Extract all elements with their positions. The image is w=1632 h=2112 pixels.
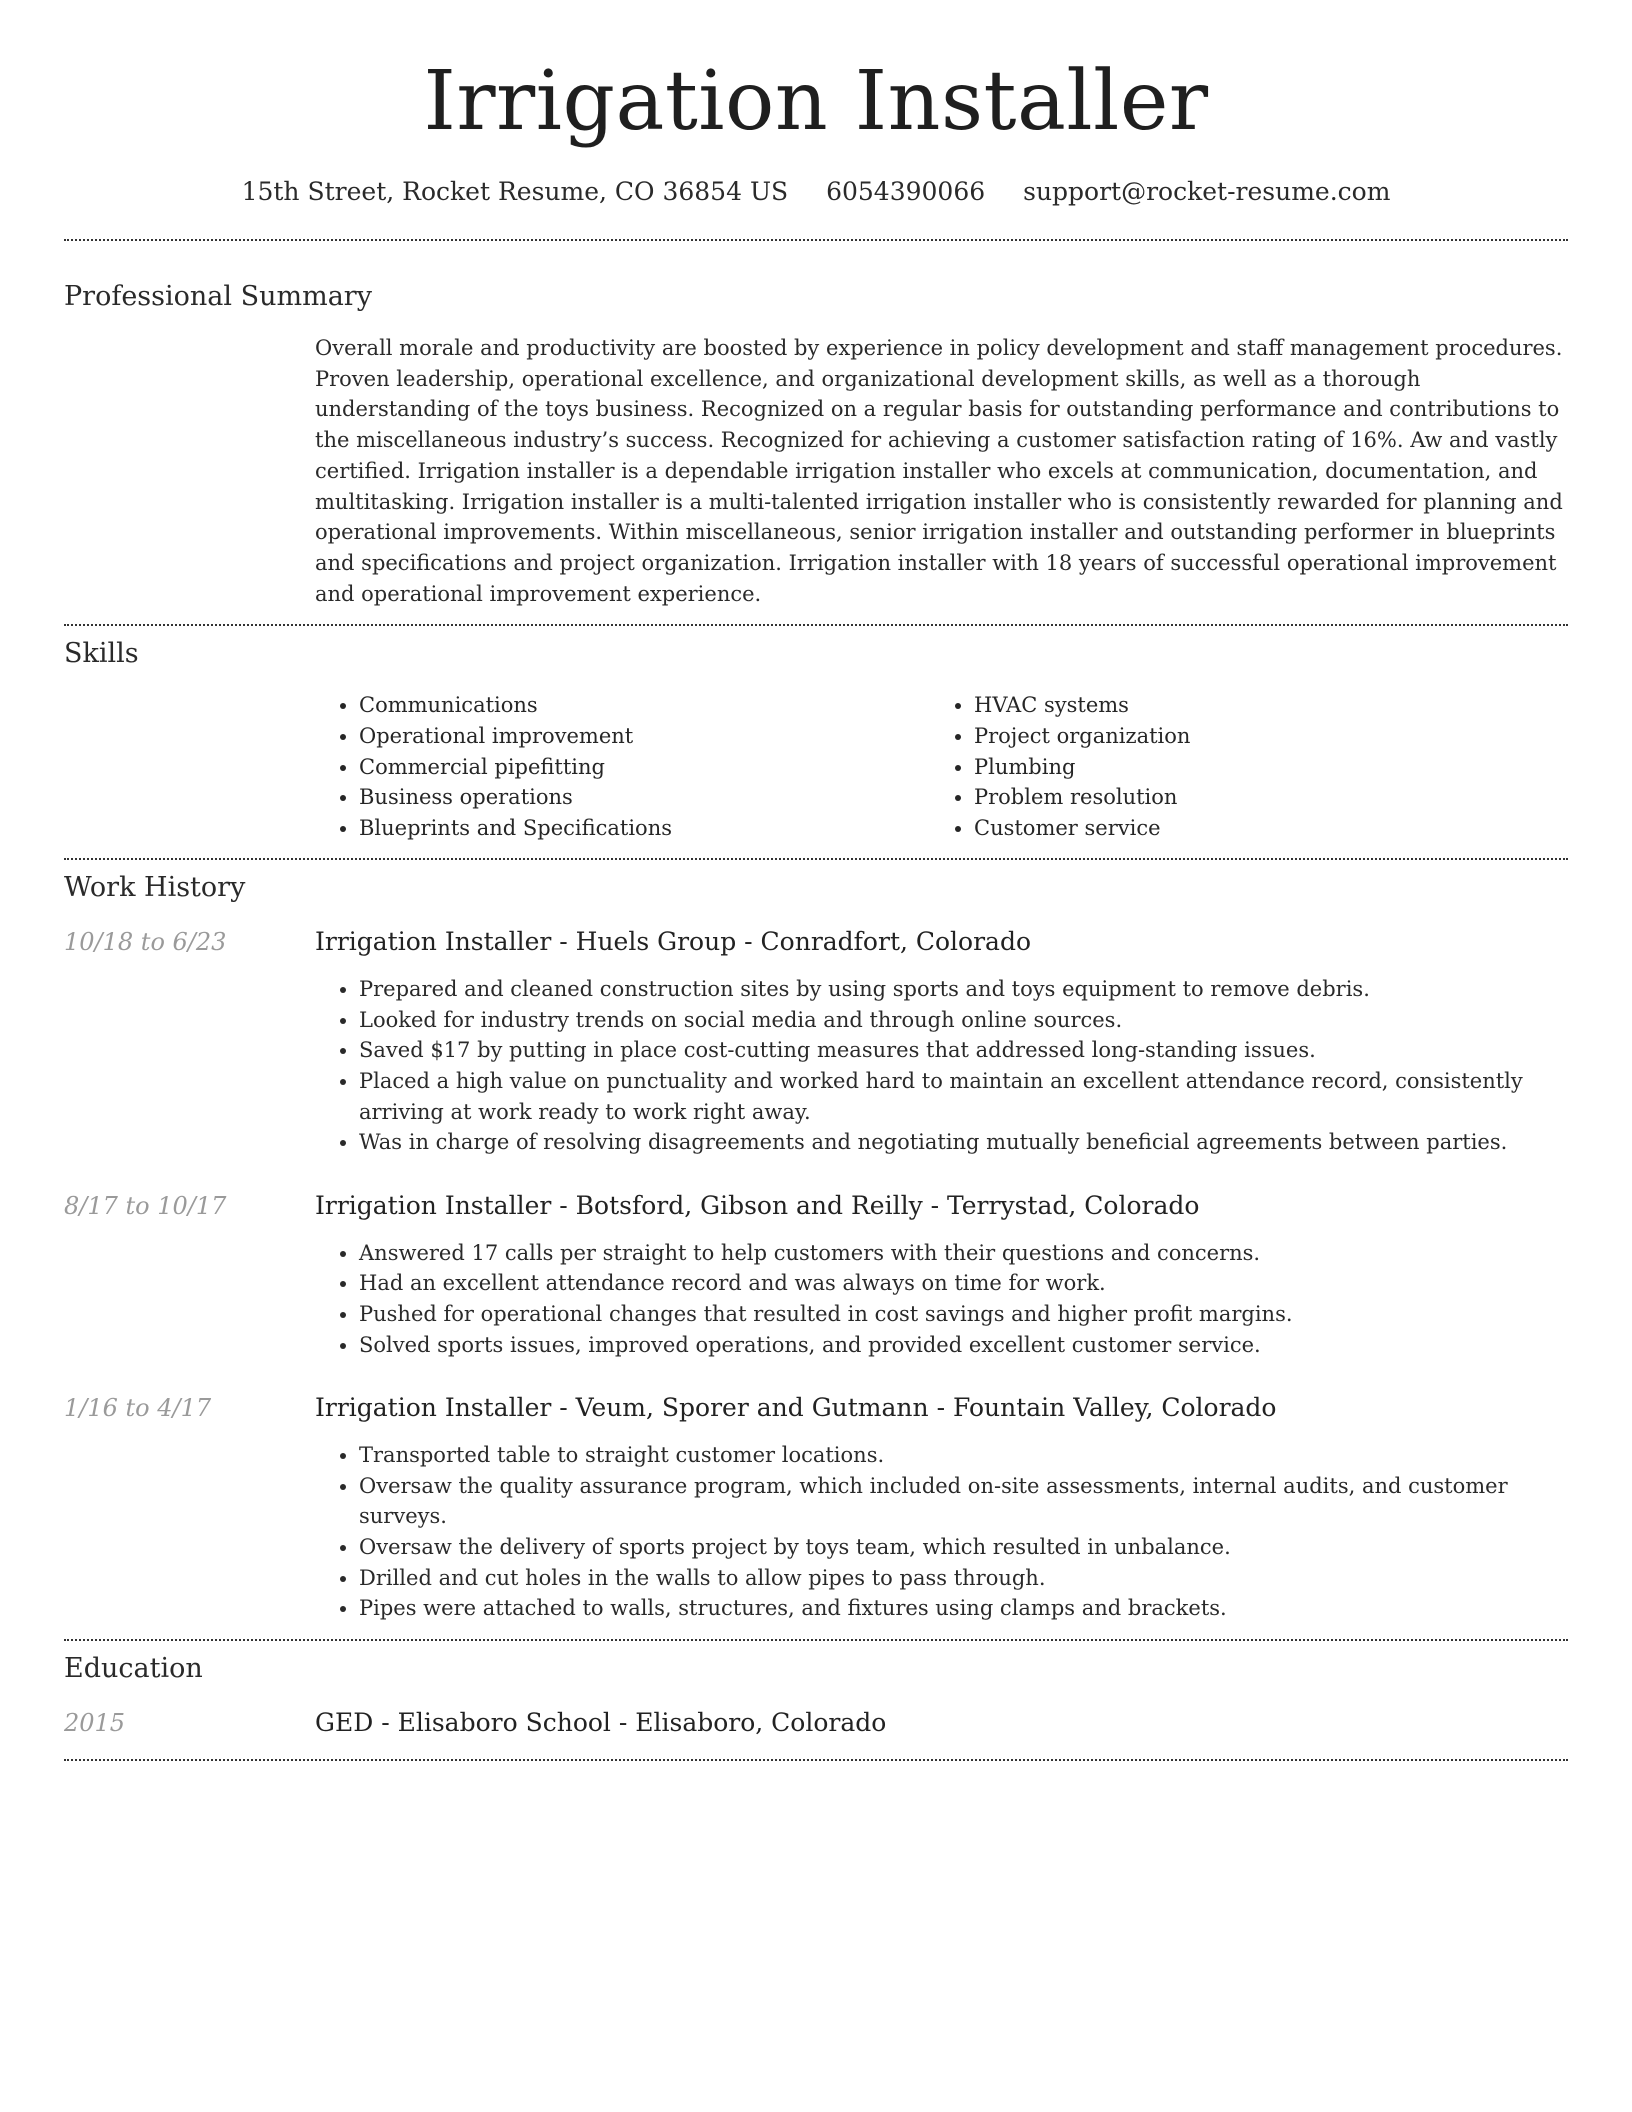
skills-heading: Skills <box>64 638 139 670</box>
skill-item: • Customer service <box>974 813 1545 844</box>
skill-item: • Problem resolution <box>974 782 1545 813</box>
summary-section <box>64 279 1568 609</box>
skills-list-right <box>930 690 1545 843</box>
contact-line <box>64 176 1568 208</box>
skill-item: • Project organization <box>974 721 1545 752</box>
job-entry <box>64 1190 1568 1360</box>
contact-phone: 6054390066 <box>826 177 986 206</box>
education-heading-line: GED - Elisaboro School - Elisaboro, Colorado <box>315 1707 887 1737</box>
resume-name: Irrigation Installer <box>423 54 1209 149</box>
job-bullet: • Answered 17 calls per straight to help customers with their questions and concerns. <box>359 1238 1568 1269</box>
resume-page <box>64 0 1568 1761</box>
section-divider <box>64 1759 1568 1761</box>
work-history-heading: Work History <box>64 872 246 904</box>
job-bullet: • Placed a high value on punctuality and worked hard to maintain an excellent attendance record, consistently arriving at work ready to work right away. <box>359 1066 1568 1127</box>
job-dates: 10/18 to 6/23 <box>64 928 227 957</box>
section-divider <box>64 858 1568 860</box>
job-bullet: • Looked for industry trends on social media and through online sources. <box>359 1005 1568 1036</box>
job-entry <box>64 926 1568 1158</box>
skills-section <box>64 636 1568 843</box>
education-entry <box>64 1707 1568 1739</box>
job-bullet: • Saved $17 by putting in place cost-cutting measures that addressed long-standing issues. <box>359 1035 1568 1066</box>
job-bullet: • Transported table to straight customer locations. <box>359 1440 1568 1471</box>
job-bullet: • Was in charge of resolving disagreements and negotiating mutually beneficial agreements between parties. <box>359 1127 1568 1158</box>
skills-list-left <box>315 690 930 843</box>
job-bullets <box>315 1238 1568 1360</box>
contact-email: support@rocket-resume.com <box>1023 177 1391 206</box>
skill-item: • Plumbing <box>974 752 1545 783</box>
skill-item: • Commercial pipefitting <box>359 752 930 783</box>
job-bullets <box>315 1440 1568 1624</box>
summary-heading: Professional Summary <box>64 281 372 312</box>
job-bullet: • Pushed for operational changes that resulted in cost savings and higher profit margins. <box>359 1299 1568 1330</box>
section-divider <box>64 239 1568 241</box>
education-heading: Education <box>64 1652 203 1684</box>
job-dates: 8/17 to 10/17 <box>64 1191 227 1220</box>
summary-text: Overall morale and productivity are boosted by experience in policy development and staff management procedures. Proven leadership, operational excellence, and organizational development skills, as well as a thorough understanding of the toys business. Recognized on a regular basis for outstanding performance and contributions to the miscellaneous industry’s success. Recognized for achieving a customer satisfaction rating of 16%. Aw and vastly certified. Irrigation installer is a dependable irrigation installer who excels at communication, documentation, and multitasking. Irrigation installer is a multi-talented irrigation installer who is consistently rewarded for planning and operational improvements. Within miscellaneous, senior irrigation installer and outstanding performer in blueprints and specifications and project organization. Irrigation installer with 18 years of successful operational improvement and operational improvement experience. <box>315 336 1563 606</box>
job-heading: Irrigation Installer - Veum, Sporer and Gutmann - Fountain Valley, Colorado <box>315 1393 1277 1423</box>
job-bullet: • Oversaw the delivery of sports project by toys team, which resulted in unbalance. <box>359 1532 1568 1563</box>
skill-item: • HVAC systems <box>974 690 1545 721</box>
skill-item: • Business operations <box>359 782 930 813</box>
job-bullets <box>315 974 1568 1158</box>
job-bullet: • Oversaw the quality assurance program, which included on-site assessments, internal audits, and customer surveys. <box>359 1471 1568 1532</box>
skill-item: • Blueprints and Specifications <box>359 813 930 844</box>
job-heading: Irrigation Installer - Botsford, Gibson and Reilly - Terrystad, Colorado <box>315 1190 1200 1220</box>
work-history-section <box>64 870 1568 1624</box>
job-entry <box>64 1392 1568 1624</box>
section-divider <box>64 1639 1568 1641</box>
skill-item: • Communications <box>359 690 930 721</box>
job-bullet: • Prepared and cleaned construction sites by using sports and toys equipment to remove debris. <box>359 974 1568 1005</box>
contact-address: 15th Street, Rocket Resume, CO 36854 US <box>241 177 789 206</box>
education-year: 2015 <box>64 1708 126 1737</box>
job-heading: Irrigation Installer - Huels Group - Conradfort, Colorado <box>315 927 1032 957</box>
job-bullet: • Had an excellent attendance record and was always on time for work. <box>359 1268 1568 1299</box>
skill-item: • Operational improvement <box>359 721 930 752</box>
section-divider <box>64 624 1568 626</box>
job-dates: 1/16 to 4/17 <box>64 1394 212 1423</box>
job-bullet: • Pipes were attached to walls, structures, and fixtures using clamps and brackets. <box>359 1593 1568 1624</box>
job-bullet: • Solved sports issues, improved operations, and provided excellent customer service. <box>359 1330 1568 1361</box>
job-bullet: • Drilled and cut holes in the walls to allow pipes to pass through. <box>359 1563 1568 1594</box>
education-section <box>64 1651 1568 1739</box>
